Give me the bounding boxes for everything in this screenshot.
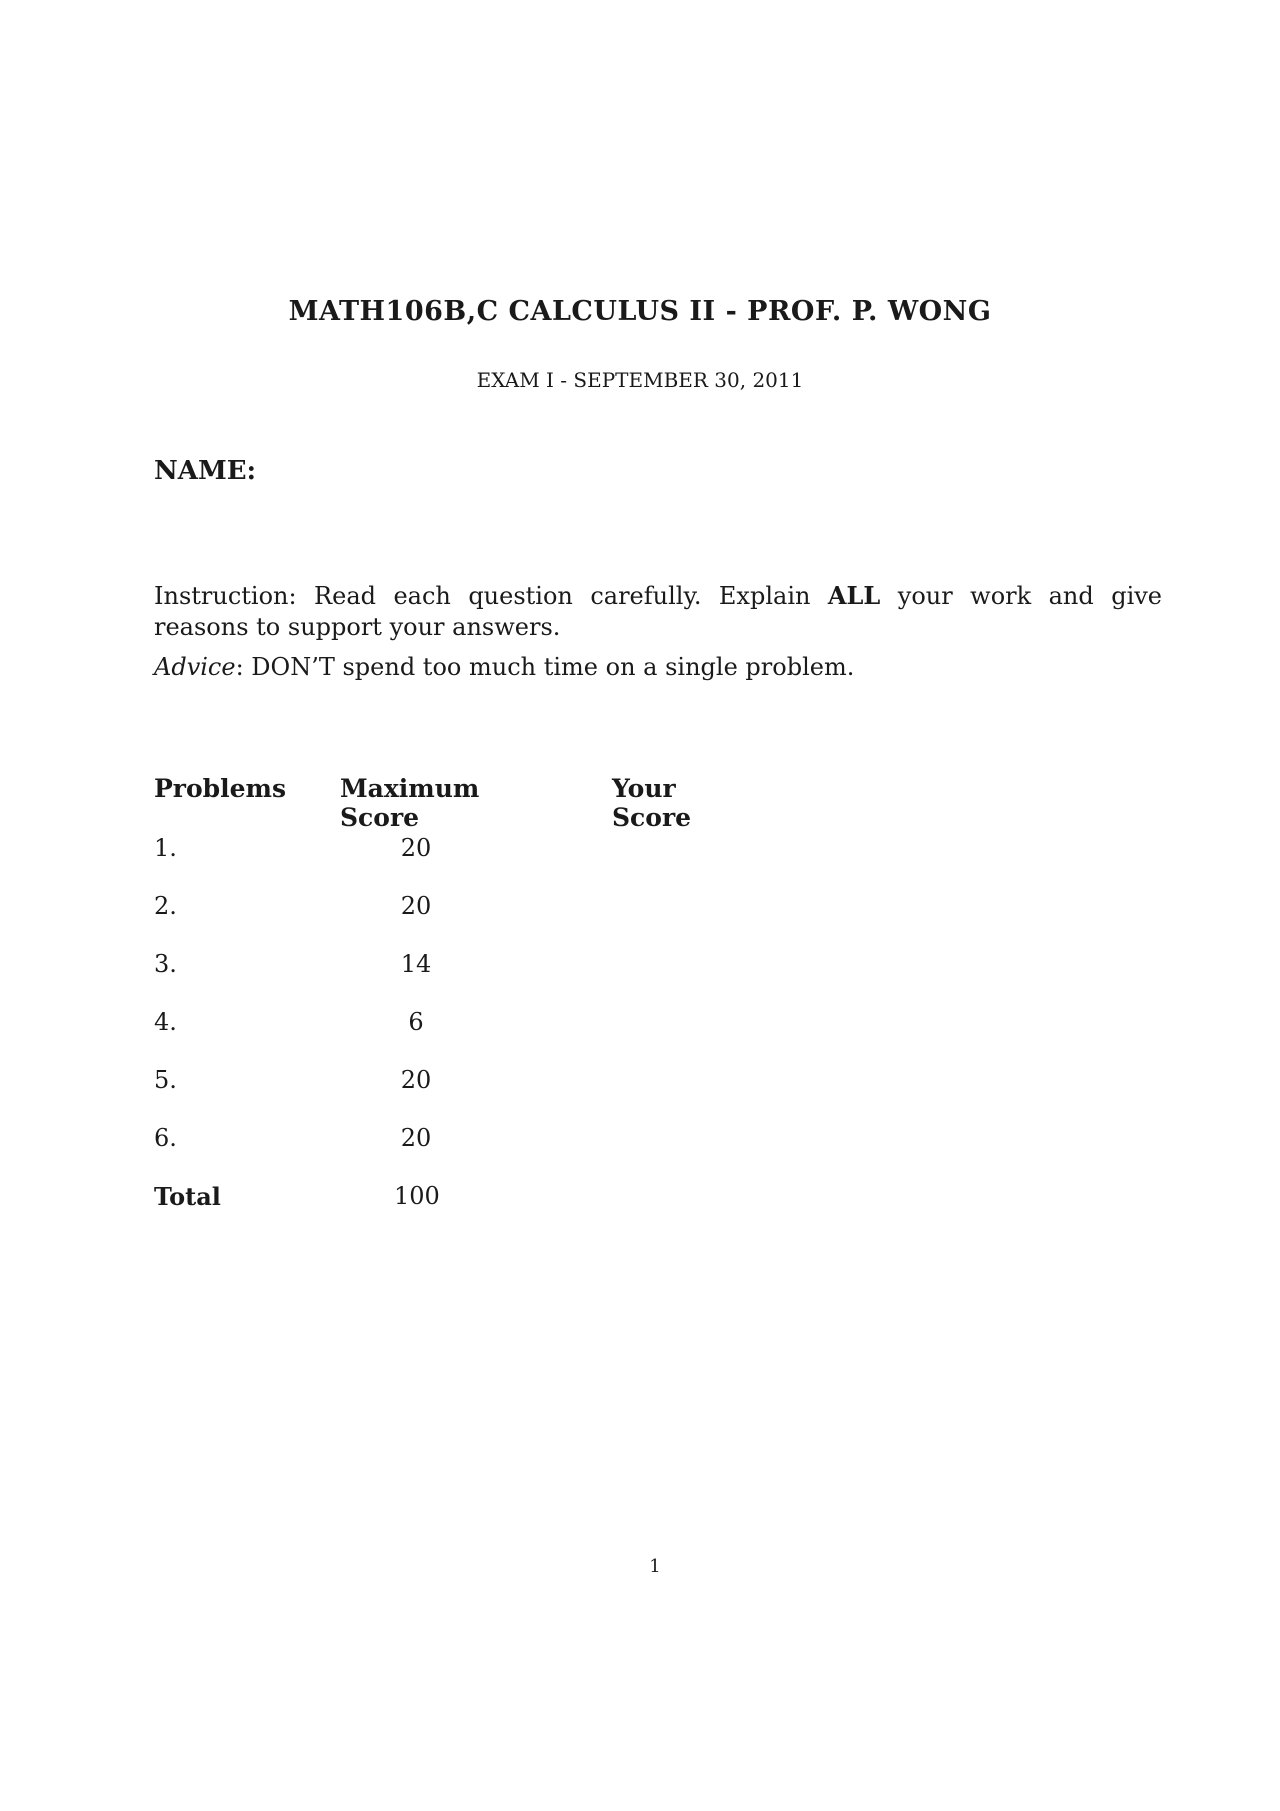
header-problems: Problems (154, 774, 287, 803)
max-score-value: 20 (400, 834, 432, 862)
instruction-text-continued: your work and give reasons to support your answers. (154, 582, 1163, 641)
instruction-emphasis: ALL (827, 581, 881, 610)
advice-label: Advice (154, 653, 236, 681)
advice-paragraph (154, 653, 854, 681)
problem-number: 1. (154, 834, 177, 862)
max-score-value: 20 (400, 1066, 432, 1094)
total-max-score: 100 (394, 1182, 440, 1210)
instruction-text: Instruction: Read each question carefully. Explain (154, 582, 828, 610)
problem-number: 6. (154, 1124, 177, 1152)
max-score-value: 6 (408, 1008, 424, 1036)
advice-text: : DON’T spend too much time on a single problem. (235, 653, 855, 681)
max-score-value: 14 (400, 950, 432, 978)
header-your-score: Your Score (612, 774, 692, 832)
problem-number: 4. (154, 1008, 177, 1036)
problem-number: 3. (154, 950, 177, 978)
header-max-score: Maximum Score (340, 774, 480, 832)
problem-number: 2. (154, 892, 177, 920)
instruction-paragraph (154, 580, 1162, 643)
problem-number: 5. (154, 1066, 177, 1094)
exam-title: MATH106B,C CALCULUS II - PROF. P. WONG (288, 296, 992, 327)
exam-subtitle: EXAM I - SEPTEMBER 30, 2011 (476, 368, 804, 392)
max-score-value: 20 (400, 892, 432, 920)
total-label: Total (154, 1182, 221, 1211)
page-number: 1 (649, 1556, 661, 1577)
max-score-value: 20 (400, 1124, 432, 1152)
name-label: NAME: (154, 456, 257, 486)
